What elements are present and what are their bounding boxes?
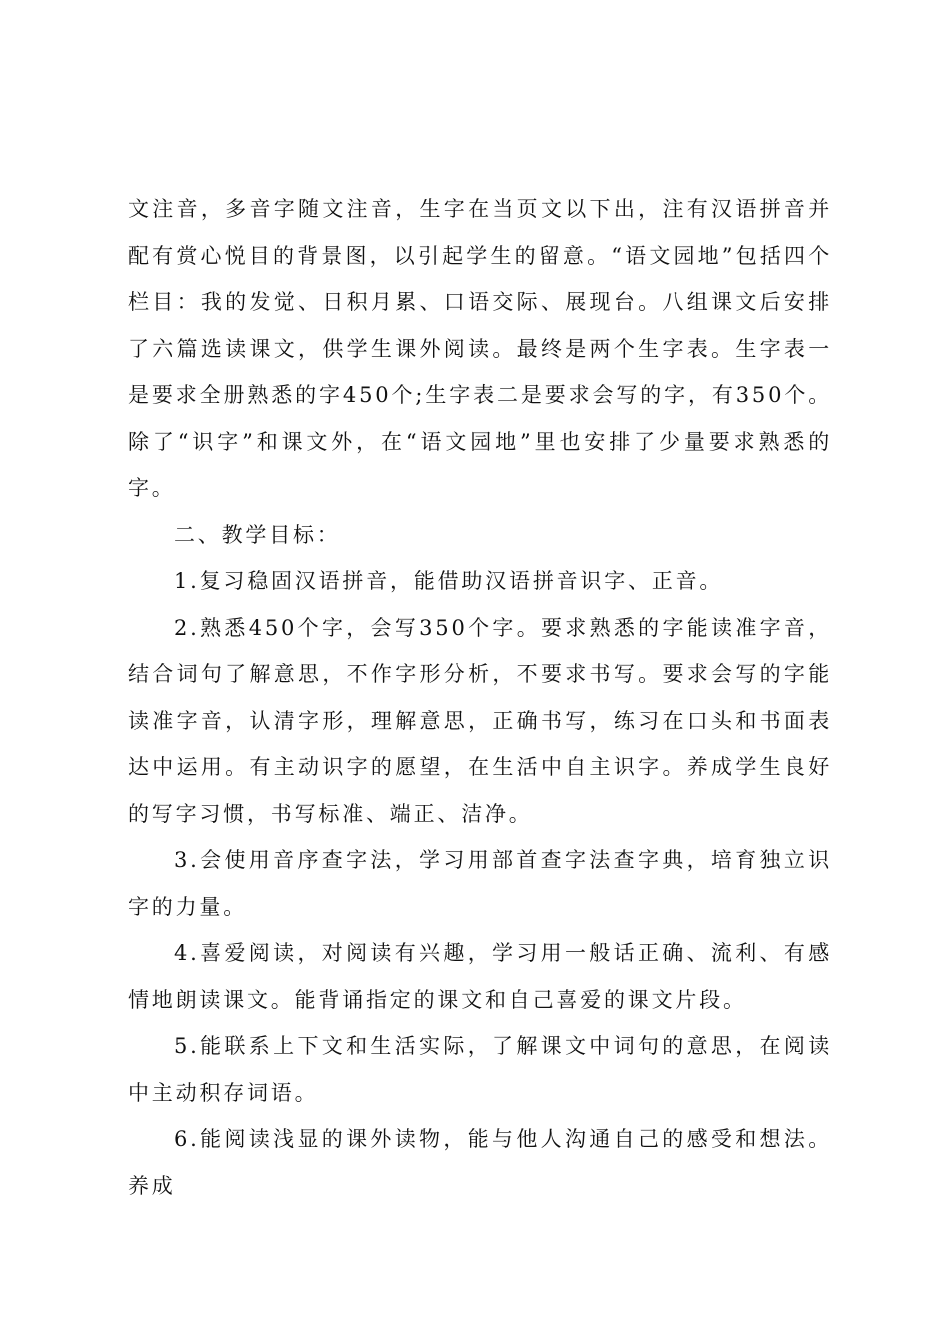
goal-item-4: 4.喜爱阅读，对阅读有兴趣，学习用一般话正确、流利、有感情地朗读课文。能背诵指定的课文和自己喜爱的课文片段。: [128, 941, 832, 1012]
document-body: [128, 186, 832, 1209]
goal-item-2: 2.熟悉450个字，会写350个字。要求熟悉的字能读准字音，结合词句了解意思，不作字形分析，不要求书写。要求会写的字能读准字音，认清字形，理解意思，正确书写，练习在口头和书面表达中运用。有主动识字的愿望，在生活中自主识字。养成学生良好的写字习惯，书写标准、端正、洁净。: [128, 615, 832, 826]
goal-item-3: 3.会使用音序查字法，学习用部首查字法查字典，培育独立识字的力量。: [128, 848, 832, 919]
section-heading-teaching-goals: 二、教学目标：: [174, 522, 341, 547]
paragraph-intro-continued: 文注音，多音字随文注音，生字在当页文以下出，注有汉语拼音并配有赏心悦目的背景图，以引起学生的留意。“语文园地”包括四个栏目：我的发觉、日积月累、口语交际、展现台。八组课文后安排了六篇选读课文，供学生课外阅读。最终是两个生字表。生字表一是要求全册熟悉的字450个;生字表二是要求会写的字，有350个。除了“识字”和课文外，在“语文园地”里也安排了少量要求熟悉的字。: [128, 197, 832, 500]
goal-item-6: 6.能阅读浅显的课外读物，能与他人沟通自己的感受和想法。养成: [128, 1127, 832, 1198]
goal-item-5: 5.能联系上下文和生活实际，了解课文中词句的意思，在阅读中主动积存词语。: [128, 1034, 832, 1105]
goal-item-1: 1.复习稳固汉语拼音，能借助汉语拼音识字、正音。: [174, 569, 724, 593]
